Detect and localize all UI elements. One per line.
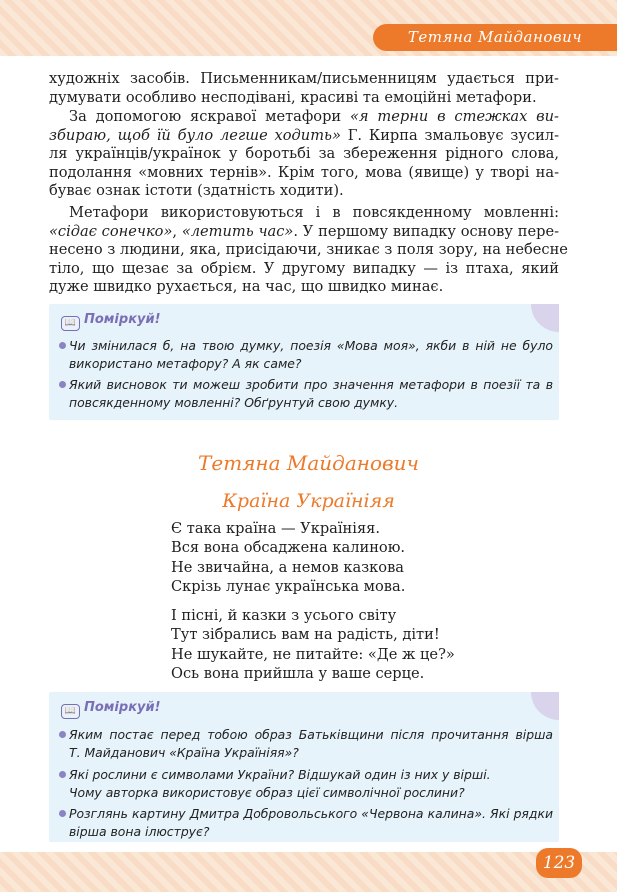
poem-line: І пісні, й казки з усього світу <box>171 607 397 624</box>
poem-line: Є така країна — Україніяя. <box>171 520 380 537</box>
text-line: «сідає сонечко», «летить час». У першому випадку основу пере- <box>49 222 560 240</box>
author-heading: Тетяна Майданович <box>198 451 419 475</box>
text-line: буває ознак істоти (здатність ходити). <box>49 182 344 200</box>
quote-text: «сідає сонечко» <box>49 222 173 240</box>
bullet-icon <box>59 731 66 738</box>
box-title: 📖 Поміркуй! <box>61 310 161 330</box>
think-box-1 <box>49 304 559 420</box>
think-box-2 <box>49 692 559 842</box>
bullet-icon <box>59 810 66 817</box>
bullet-icon <box>59 771 66 778</box>
box-corner-decoration <box>531 692 559 720</box>
text-line: ля українців/українок у боротьбі за збереження рідного слова, <box>49 145 559 163</box>
page-number: 123 <box>536 848 582 878</box>
question-item: Яким постає перед тобою образ Батьківщини після прочитання вірша Т. Майданович «Країна Україніяя»? <box>59 726 553 761</box>
poem-stanza-2 <box>171 606 455 683</box>
box-title: 📖 Поміркуй! <box>61 698 161 718</box>
text-line: тіло, що щезає за обрієм. У другому випадку — із птаха, який <box>49 259 559 277</box>
question-item: Чи змінилася б, на твою думку, поезія «Мова моя», якби в ній не було використано метафору? А як саме? <box>59 337 553 372</box>
text-line: несено з людини, яка, присідаючи, зникає з поля зору, на небесне <box>49 241 568 259</box>
poem-stanza-1 <box>171 519 405 596</box>
poem-line: Вся вона обсаджена калиною. <box>171 539 406 557</box>
question-item: Які рослини є символами України? Відшукай один із них у вірші. Чому авторка використовує образ цієї символічної рослини? <box>59 766 553 801</box>
book-icon: 📖 <box>61 704 80 719</box>
author-tab: Тетяна Майданович <box>373 24 617 51</box>
decorative-footer-band <box>0 852 617 892</box>
question-item: Розглянь картину Дмитра Добровольського «Червона калина». Які рядки вірша вона ілюструє? <box>59 805 553 840</box>
paragraph-1 <box>49 70 559 107</box>
text-line: За допомогою яскравої метафори «я терни в стежках ви- <box>69 108 559 125</box>
poem-line: Не звичайна, а немов казкова <box>171 558 404 576</box>
text-line: дуже швидко рухається, на час, що швидко минає. <box>49 278 444 296</box>
quote-text: «я терни в стежках ви- <box>349 108 559 125</box>
text-line: думувати особливо несподівані, красиві та емоційні метафори. <box>49 88 537 106</box>
text-line: художніх засобів. Письменникам/письменницям удається при- <box>49 70 559 87</box>
poem-title: Країна Україніяя <box>222 490 395 512</box>
quote-text: «летить час» <box>181 222 294 240</box>
bullet-icon <box>59 381 66 388</box>
text-line: Метафори використовуються і в повсякденному мовленні: <box>69 204 559 221</box>
paragraph-2 <box>49 108 559 201</box>
box-corner-decoration <box>531 304 559 332</box>
poem-line: Не шукайте, не питайте: «Де ж це?» <box>171 645 455 663</box>
paragraph-3 <box>49 204 568 297</box>
text-line: подолання «мовних тернів». Крім того, мова (явище) у творі на- <box>49 163 559 181</box>
question-item: Який висновок ти можеш зробити про значення метафори в поезії та в повсякденному мовленні? Обґрунтуй свою думку. <box>59 376 553 411</box>
poem-line: Тут зібрались вам на радість, діти! <box>171 626 440 644</box>
bullet-icon <box>59 342 66 349</box>
book-icon: 📖 <box>61 316 80 331</box>
poem-line: Скрізь лунає українська мова. <box>171 577 406 595</box>
quote-text: збираю, щоб їй було легше ходить» <box>49 126 341 144</box>
poem-line: Ось вона прийшла у ваше серце. <box>171 664 425 682</box>
text-line: збираю, щоб їй було легше ходить» Г. Кирпа змальовує зусил- <box>49 126 560 144</box>
